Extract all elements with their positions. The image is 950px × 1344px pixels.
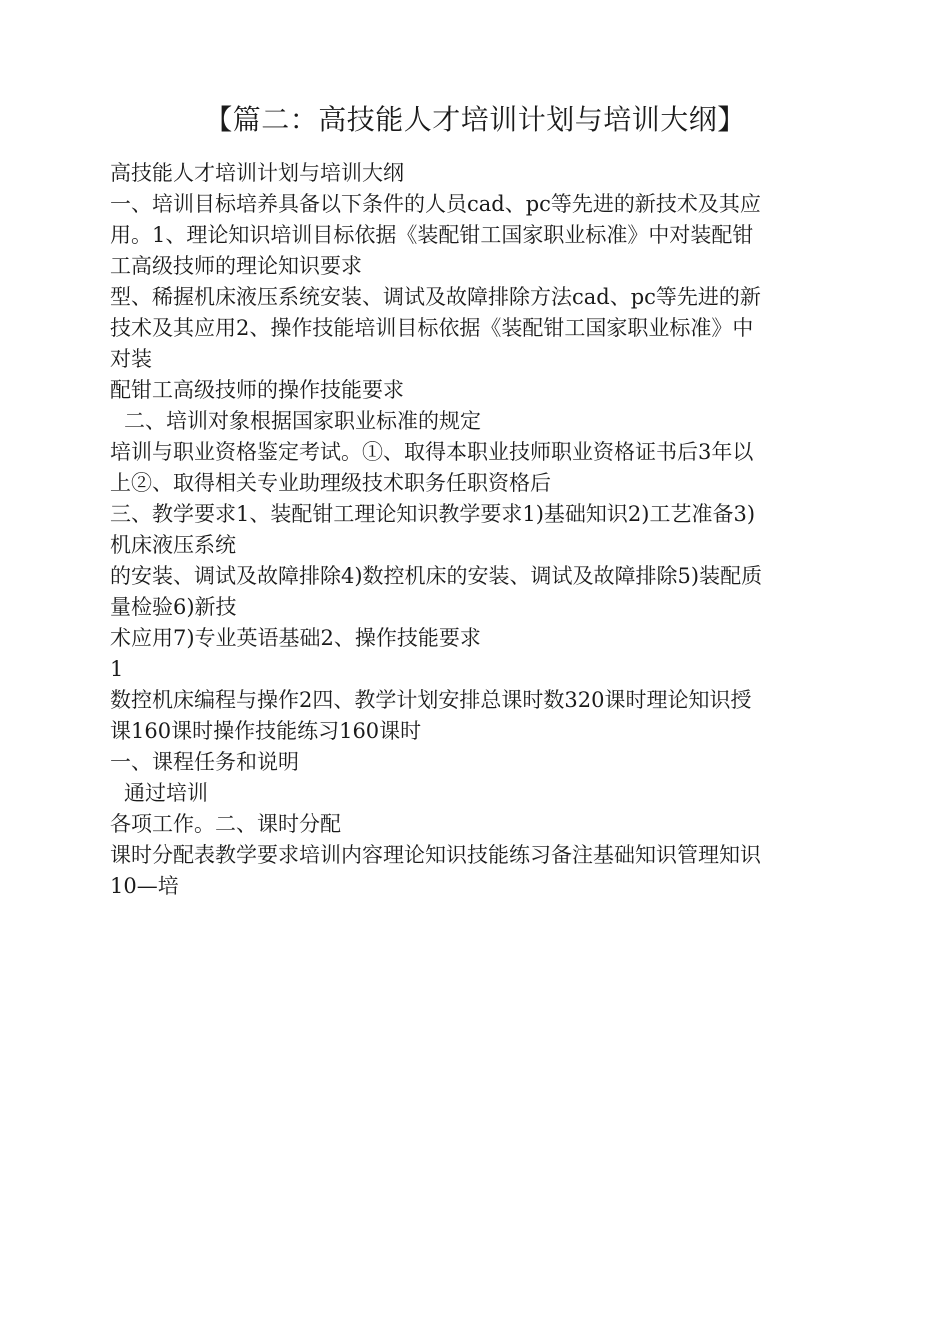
text-line-3: 用。1、理论知识培训目标依据《装配钳工国家职业标准》中对装配钳 — [110, 223, 754, 247]
text-line-14: 的安装、调试及故障排除4)数控机床的安装、调试及故障排除5)装配质 — [110, 564, 763, 588]
text-line-16: 术应用7)专业英语基础2、操作技能要求 — [110, 626, 481, 650]
text-line-13: 机床液压系统 — [110, 533, 236, 557]
text-line-18: 数控机床编程与操作2四、教学计划安排总课时数320课时理论知识授 — [110, 688, 752, 712]
text-line-8: 配钳工高级技师的操作技能要求 — [110, 378, 404, 402]
text-line-19: 课160课时操作技能练习160课时 — [110, 719, 422, 743]
text-line-4: 工高级技师的理论知识要求 — [110, 254, 362, 278]
text-line-23: 课时分配表教学要求培训内容理论知识技能练习备注基础知识管理知识 — [110, 843, 761, 867]
text-line-5: 型、稀握机床液压系统安装、调试及故障排除方法cad、pc等先进的新 — [110, 285, 761, 309]
text-line-21: 通过培训 — [124, 781, 208, 805]
document-title: 【篇二：高技能人才培训计划与培训大纲】 — [204, 103, 746, 136]
text-line-9: 二、培训对象根据国家职业标准的规定 — [124, 409, 481, 433]
text-line-2: 一、培训目标培养具备以下条件的人员cad、pc等先进的新技术及其应 — [110, 192, 761, 216]
text-line-11: 上②、取得相关专业助理级技术职务任职资格后 — [110, 471, 551, 495]
text-line-17: 1 — [110, 657, 124, 681]
text-line-7: 对装 — [110, 347, 152, 371]
text-line-22: 各项工作。二、课时分配 — [110, 812, 341, 836]
text-line-6: 技术及其应用2、操作技能培训目标依据《装配钳工国家职业标准》中 — [110, 316, 754, 340]
text-line-15: 量检验6)新技 — [110, 595, 237, 619]
document-body — [110, 158, 840, 902]
text-line-1: 高技能人才培训计划与培训大纲 — [110, 161, 404, 185]
text-line-24: 10—培 — [110, 874, 179, 898]
text-line-12: 三、教学要求1、装配钳工理论知识教学要求1)基础知识2)工艺准备3) — [110, 502, 756, 526]
text-line-10: 培训与职业资格鉴定考试。①、取得本职业技师职业资格证书后3年以 — [110, 440, 754, 464]
text-line-20: 一、课程任务和说明 — [110, 750, 299, 774]
